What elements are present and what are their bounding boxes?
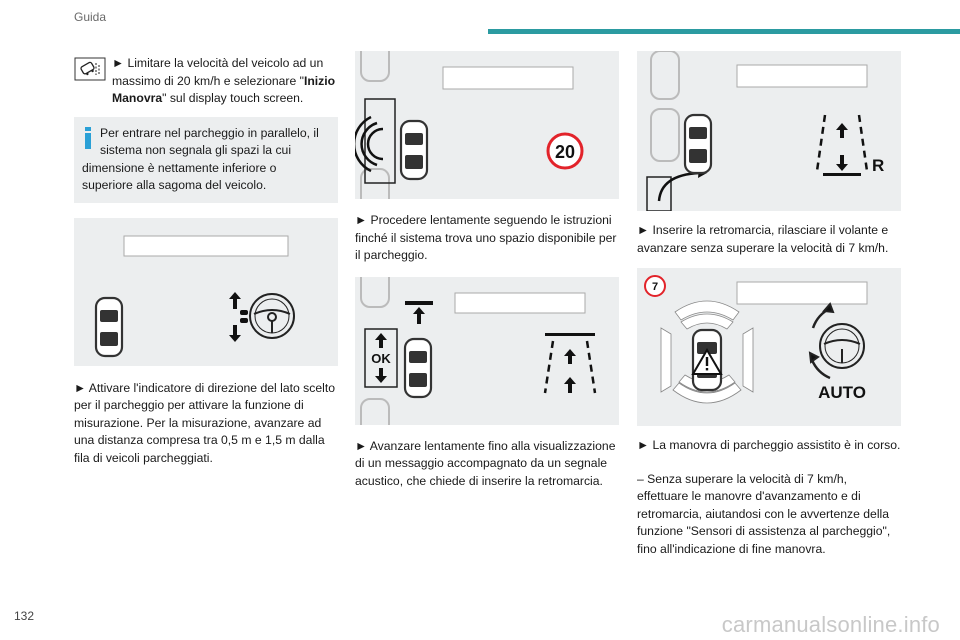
illustration-auto-maneuver: [637, 268, 901, 426]
parking-guide-icon: [545, 333, 595, 393]
watermark: carmanualsonline.info: [721, 612, 940, 637]
car-icon: [96, 298, 122, 356]
page-number: 132: [14, 609, 35, 623]
ok-label: OK: [371, 350, 391, 366]
illustration-space-found: [355, 277, 619, 425]
column-2: [355, 51, 619, 490]
auto-label: AUTO: [818, 383, 866, 402]
paragraph-engage-reverse: ► Inserire la retromarcia, rilasciare il volante e avanzare senza superare la velocità di 7 km/h.: [637, 223, 889, 255]
car-icon: [685, 115, 711, 173]
step-badge: [645, 276, 665, 296]
column-3: [637, 51, 901, 558]
illustration-search-space: [355, 51, 619, 199]
header-section: Guida: [74, 10, 107, 24]
info-box: Per entrare nel parcheggio in parallelo, il sistema non segnala gli spazi la cui dimensione è nettamente inferiore o superiore alla sagoma del veicolo.: [74, 117, 338, 203]
turn-signal-arrow-icon: [229, 292, 248, 342]
reverse-label: R: [872, 156, 885, 175]
paragraph-speed-limit: ► Limitare la velocità del veicolo ad un massimo di 20 km/h e selezionare "Inizio Manovra" sul display touch screen.: [74, 55, 338, 108]
header-accent-bar: [488, 29, 960, 34]
steering-wheel-icon: [250, 294, 294, 338]
paragraph-turn-signal: ► Attivare l'indicatore di direzione del lato scelto per il parcheggio per attivare la funzione di misurazione. Per la misurazione, avanzare ad una distanza compresa tra 0,5 m e 1,5 m dalla fila di veicoli parcheggiati.: [74, 380, 335, 465]
speed-limit-sign-icon: [548, 134, 582, 168]
illustration-reverse-gear: [637, 51, 901, 211]
svg-text:7: 7: [651, 281, 659, 293]
car-icon: [405, 339, 431, 397]
park-assist-button-icon: [74, 57, 106, 81]
reverse-guide-icon: [817, 115, 884, 176]
car-icon: [401, 121, 427, 179]
info-icon: [84, 127, 92, 149]
paragraph-proceed-slowly: ► Procedere lentamente seguendo le istruzioni finché il sistema trova uno spazio disponibile per il parcheggio.: [355, 213, 617, 262]
column-1: [74, 55, 338, 467]
svg-text:20: 20: [554, 142, 576, 162]
illustration-turn-signal: [74, 218, 338, 366]
steering-wheel-auto-icon: [810, 304, 864, 378]
paragraph-reverse-request: ► Avanzare lentamente fino alla visualizzazione di un messaggio accompagnato da un segnale acustico, che chiede di inserire la retromarcia.: [355, 438, 616, 488]
paragraph-maneuver-instructions: – Senza superare la velocità di 7 km/h, effettuare le manovre d'avanzamento e di retromarcia, aiutandosi con le avvertenze della funzione "Sensori di assistenza al parcheggio", fino all'indicazione di fine manovra.: [637, 471, 891, 556]
paragraph-maneuver-in-progress: ► La manovra di parcheggio assistito è in corso.: [637, 438, 901, 452]
